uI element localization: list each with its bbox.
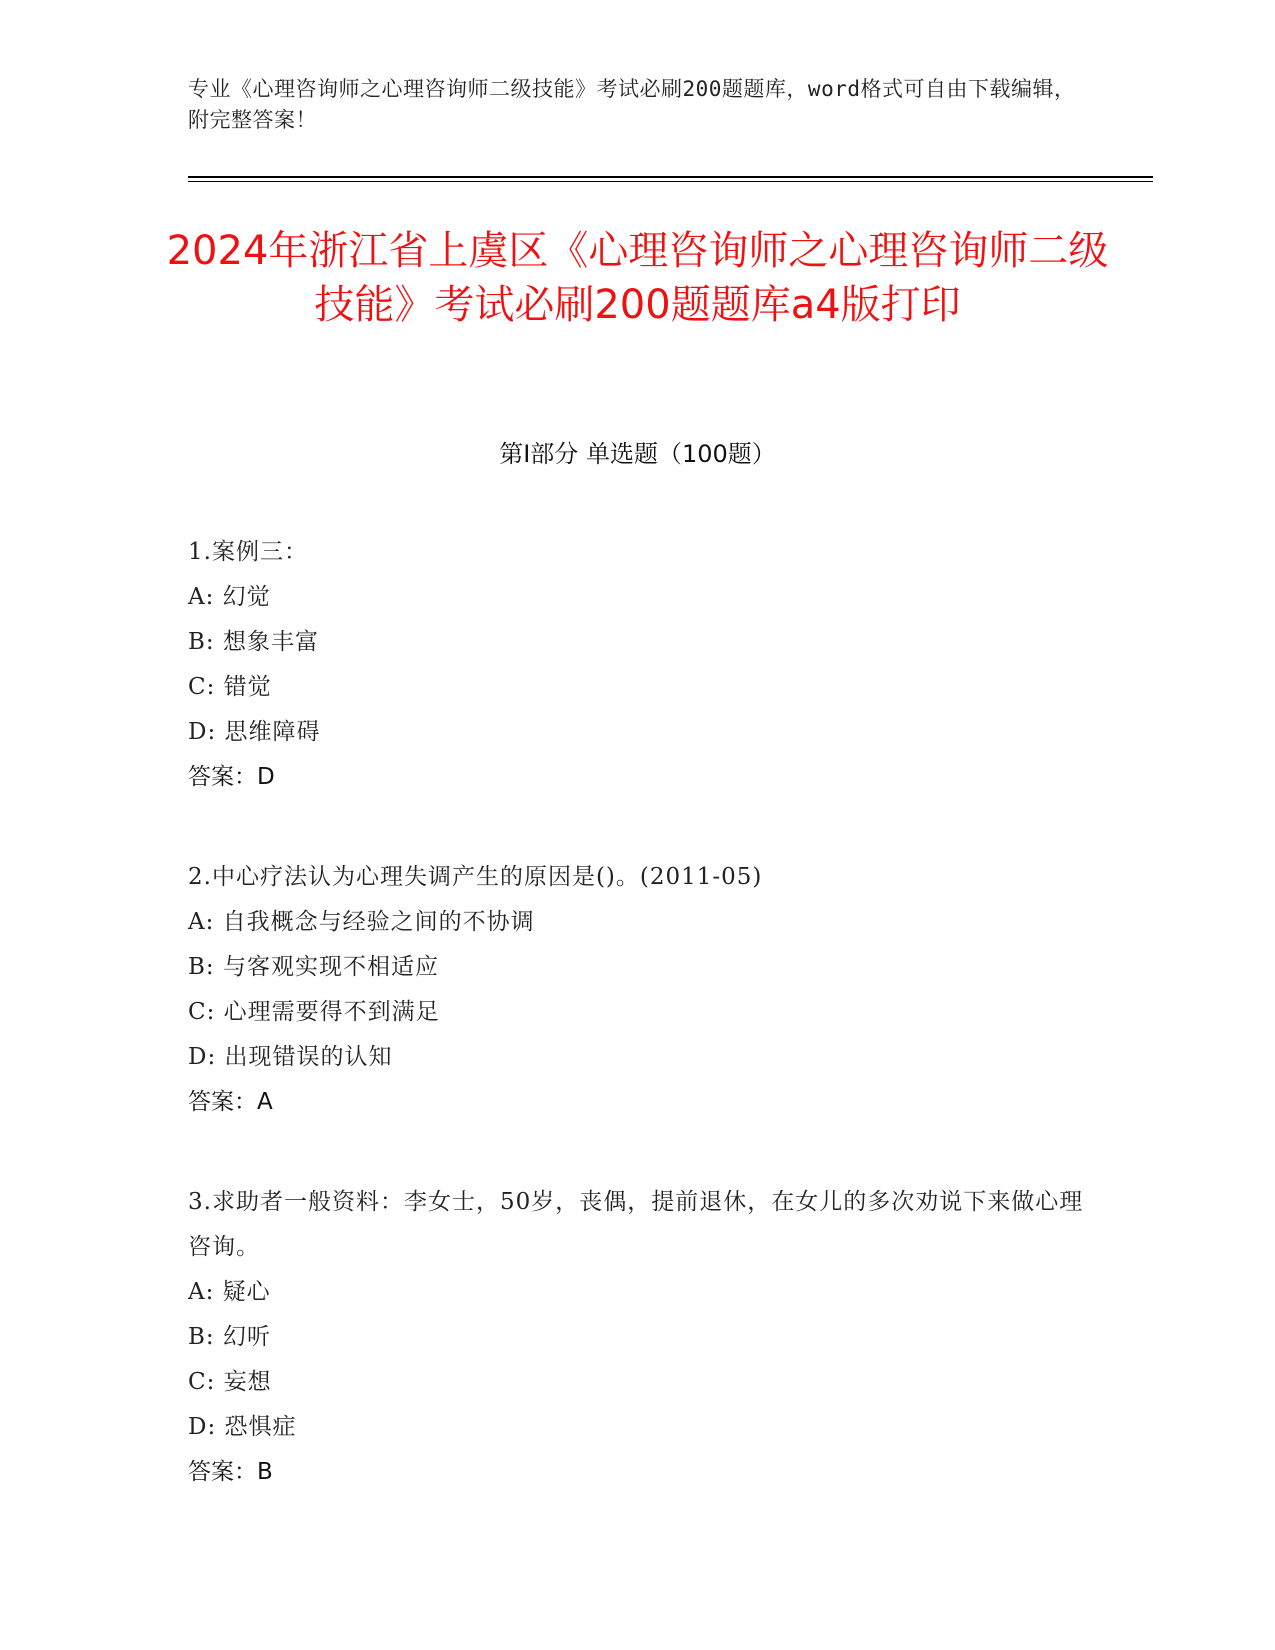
answer: 答案：A bbox=[188, 1089, 273, 1115]
option-d: D: 思维障碍 bbox=[188, 719, 321, 745]
header-divider-thin bbox=[188, 181, 1153, 182]
answer: 答案：B bbox=[188, 1459, 273, 1485]
header-divider-thick bbox=[188, 176, 1153, 178]
header-note: 专业《心理咨询师之心理咨询师二级技能》考试必刷200题题库，word格式可自由下载编辑，附完整答案！ bbox=[188, 77, 1076, 132]
question-stem: 3.求助者一般资料：李女士，50岁，丧偶，提前退休，在女儿的多次劝说下来做心理咨询。 bbox=[188, 1189, 1084, 1260]
question-stem: 2.中心疗法认为心理失调产生的原因是()。(2011-05) bbox=[188, 864, 763, 890]
section-heading: 第Ⅰ部分 单选题（100题） bbox=[499, 440, 776, 468]
question-list bbox=[188, 530, 1088, 1550]
option-a: A: 自我概念与经验之间的不协调 bbox=[188, 909, 535, 935]
option-d: D: 恐惧症 bbox=[188, 1414, 297, 1440]
option-b: B: 与客观实现不相适应 bbox=[188, 954, 439, 980]
question-2 bbox=[188, 855, 1088, 1125]
option-d: D: 出现错误的认知 bbox=[188, 1044, 393, 1070]
option-b: B: 幻听 bbox=[188, 1324, 271, 1350]
answer: 答案：D bbox=[188, 764, 275, 790]
question-1 bbox=[188, 530, 1088, 800]
option-a: A: 幻觉 bbox=[188, 584, 271, 610]
option-a: A: 疑心 bbox=[188, 1279, 271, 1305]
option-c: C: 妄想 bbox=[188, 1369, 272, 1395]
document-title: 2024年浙江省上虞区《心理咨询师之心理咨询师二级技能》考试必刷200题题库a4版打印 bbox=[166, 228, 1109, 328]
question-3 bbox=[188, 1180, 1088, 1495]
question-stem: 1.案例三： bbox=[188, 539, 308, 565]
option-c: C: 错觉 bbox=[188, 674, 272, 700]
option-b: B: 想象丰富 bbox=[188, 629, 319, 655]
option-c: C: 心理需要得不到满足 bbox=[188, 999, 440, 1025]
